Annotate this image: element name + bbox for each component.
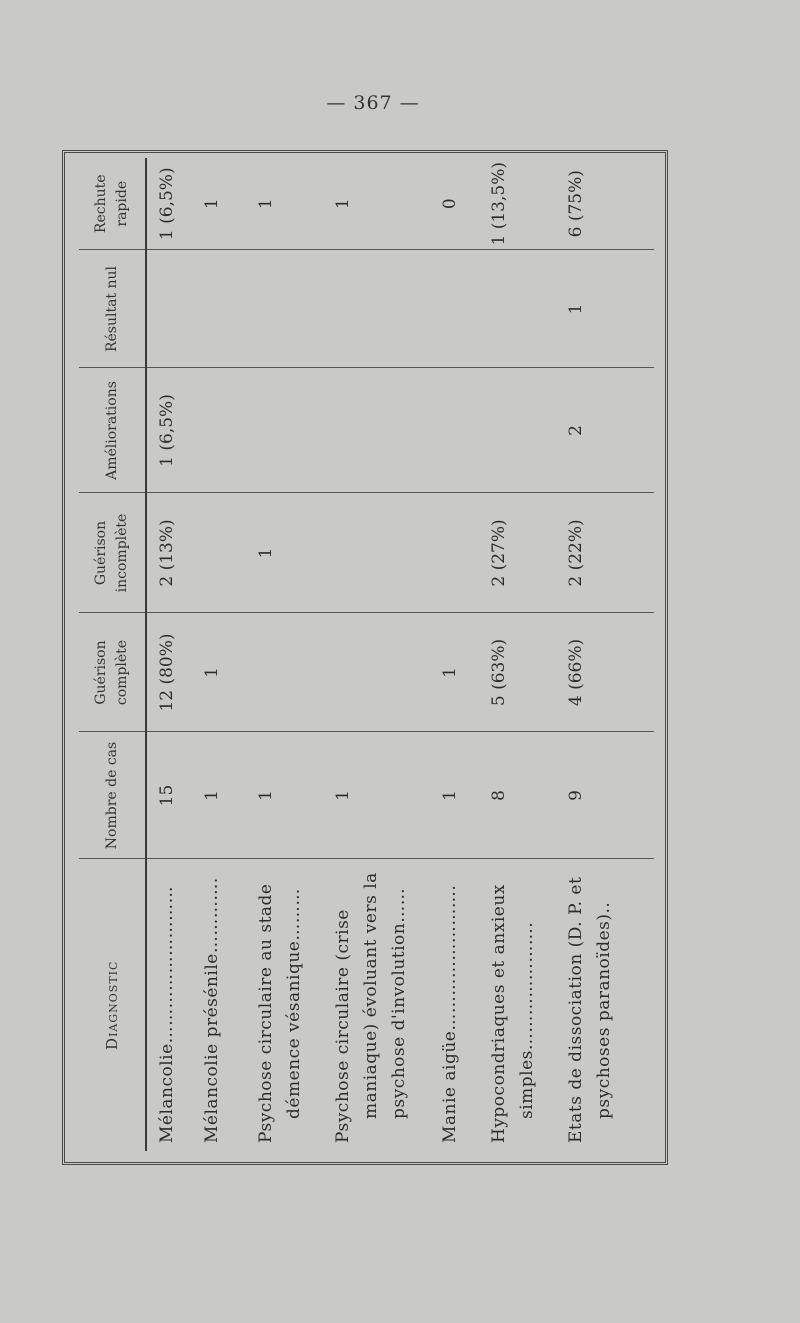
table-row [562, 158, 654, 1151]
cell-guerison-incomplete: 2 (27%) [485, 493, 562, 613]
cell-nombre: 1 [198, 732, 251, 859]
cell-nombre: 1 [436, 732, 485, 859]
cell-ameliorations [485, 368, 562, 493]
cell-nombre: 15 [146, 732, 198, 859]
cell-ameliorations [329, 368, 436, 493]
cell-resultat-nul [198, 250, 251, 368]
cell-resultat-nul [485, 250, 562, 368]
cell-rechute-rapide: 0 [436, 158, 485, 250]
cell-diagnostic: Mélancolie……………………… [157, 885, 177, 1143]
cell-guerison-complete: 4 (66%) [562, 613, 654, 732]
cell-diagnostic: Manie aigüe……………………. [439, 884, 460, 1143]
cell-guerison-complete [329, 613, 436, 732]
cell-rechute-rapide: 1 [329, 158, 436, 250]
rotated-table-container [79, 158, 654, 1151]
header-guerison-complete: Guérison complète [79, 613, 146, 732]
cell-resultat-nul [146, 250, 198, 368]
table-row [146, 158, 198, 1151]
results-table [79, 158, 654, 1151]
cell-rechute-rapide: 1 (6,5%) [146, 158, 198, 250]
cell-rechute-rapide: 6 (75%) [562, 158, 654, 250]
cell-diagnostic: Mélancolie présénile…………. [202, 877, 223, 1143]
header-resultat-nul: Résultat nul [79, 250, 146, 368]
cell-guerison-complete: 12 (80%) [146, 613, 198, 732]
cell-nombre: 1 [252, 732, 329, 859]
cell-diagnostic: Etats de dissociation (D. P. et psychoses paranoïdes).. [565, 876, 614, 1143]
cell-guerison-complete: 5 (63%) [485, 613, 562, 732]
cell-diagnostic: Psychose circulaire (crise maniaque) évoluant vers la psychose d'involution…… [332, 872, 409, 1143]
cell-resultat-nul [436, 250, 485, 368]
header-nombre-de-cas: Nombre de cas [79, 732, 146, 859]
table-row [198, 158, 251, 1151]
cell-resultat-nul: 1 [562, 250, 654, 368]
header-ameliorations: Améliorations [79, 368, 146, 493]
cell-ameliorations [198, 368, 251, 493]
cell-resultat-nul [252, 250, 329, 368]
cell-guerison-incomplete [436, 493, 485, 613]
header-diagnostic: Diagnostic [79, 859, 146, 1151]
cell-guerison-incomplete [329, 493, 436, 613]
cell-guerison-incomplete: 2 (13%) [146, 493, 198, 613]
cell-nombre: 9 [562, 732, 654, 859]
cell-nombre: 1 [329, 732, 436, 859]
cell-diagnostic: Hypocondriaques et anxieux simples…………………. [488, 884, 537, 1143]
cell-guerison-complete: 1 [436, 613, 485, 732]
cell-guerison-incomplete [198, 493, 251, 613]
header-rechute-rapide: Rechute rapide [79, 158, 146, 250]
cell-rechute-rapide: 1 [198, 158, 251, 250]
cell-ameliorations [436, 368, 485, 493]
cell-resultat-nul [329, 250, 436, 368]
page-number: — 367 — [326, 92, 420, 114]
cell-ameliorations [252, 368, 329, 493]
table-row [329, 158, 436, 1151]
cell-ameliorations: 1 (6,5%) [146, 368, 198, 493]
table-row [485, 158, 562, 1151]
cell-diagnostic: Psychose circulaire au stade démence vésanique……… [255, 883, 304, 1143]
header-guerison-incomplete: Guérison incomplète [79, 493, 146, 613]
cell-guerison-incomplete: 1 [252, 493, 329, 613]
cell-guerison-incomplete: 2 (22%) [562, 493, 654, 613]
cell-rechute-rapide: 1 [252, 158, 329, 250]
table-row [436, 158, 485, 1151]
table-row [252, 158, 329, 1151]
cell-guerison-complete [252, 613, 329, 732]
cell-nombre: 8 [485, 732, 562, 859]
table-header-row [79, 158, 146, 1151]
cell-rechute-rapide: 1 (13,5%) [485, 158, 562, 250]
cell-guerison-complete: 1 [198, 613, 251, 732]
cell-ameliorations: 2 [562, 368, 654, 493]
